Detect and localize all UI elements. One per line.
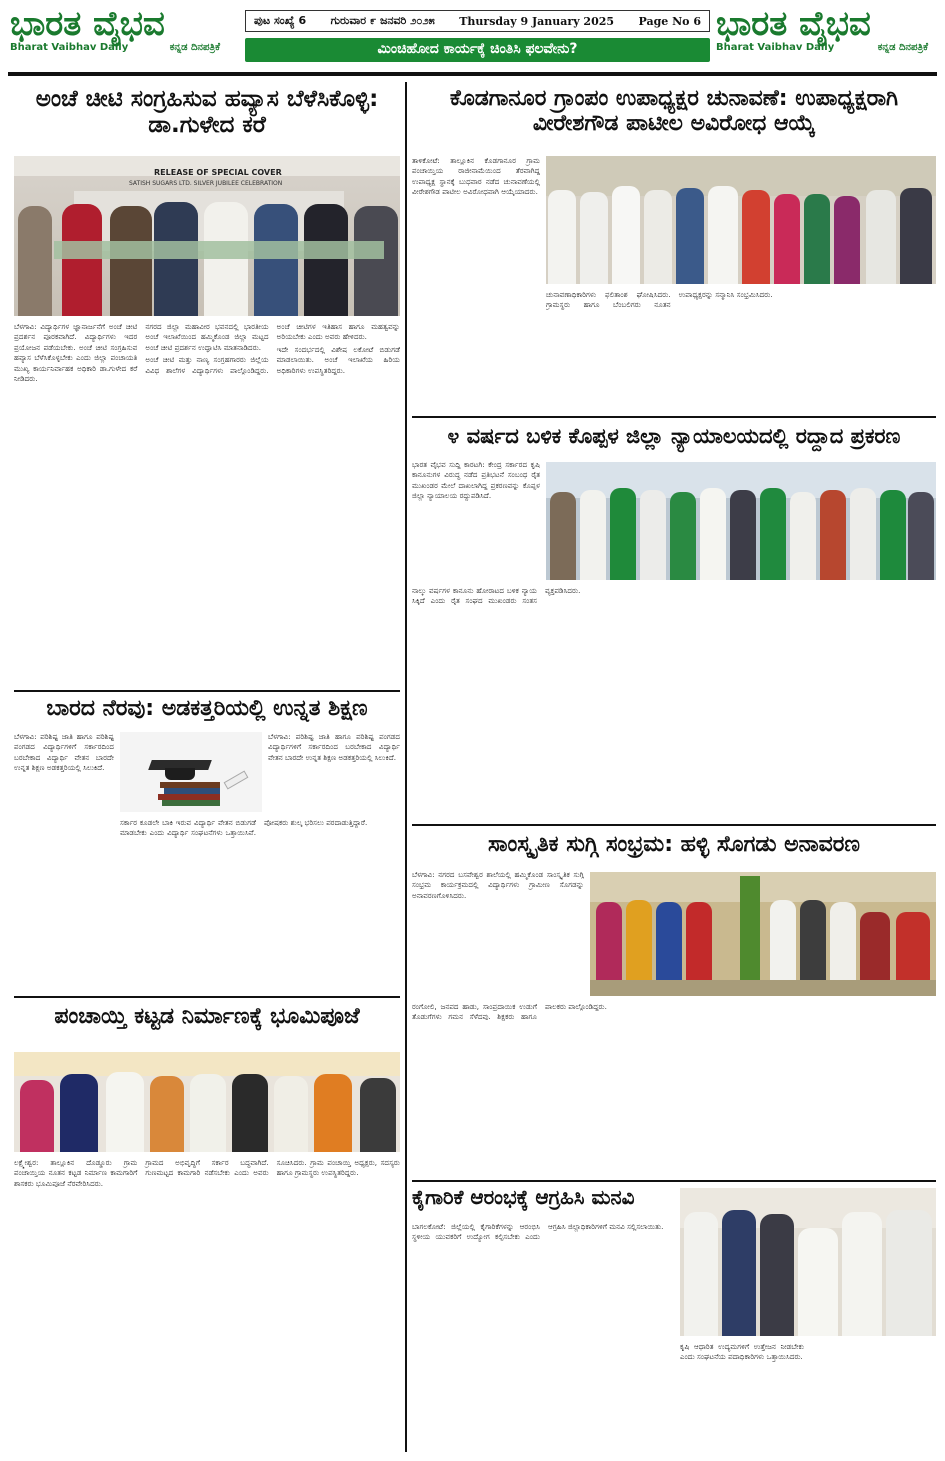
article6-para1: ಬೆಳಗಾವಿ: ನಗರದ ಬಸವೇಶ್ವರ ಶಾಲೆಯಲ್ಲಿ ಹಮ್ಮಿಕೊಂಡ ಸಾಂಸ್ಕೃತಿಕ ಸುಗ್ಗಿ ಸಂಭ್ರಮ ಕಾರ್ಯಕ್ರಮದಲ್ಲಿ ವಿದ್ಯಾರ್ಥಿಗಳು ಗ್ರಾಮೀಣ ಸೊಗಡನ್ನು ಅನಾವರಣಗೊಳಿಸಿದರು.: [412, 870, 584, 900]
column-divider: [405, 82, 407, 1452]
divider-l2: [14, 996, 400, 998]
article1-headline: ಅಂಚೆ ಚೀಟಿ ಸಂಗ್ರಹಿಸುವ ಹವ್ಯಾಸ ಬೆಳೆಸಿಕೊಳ್ಳಿ: ಡಾ.ಗುಳೇದ ಕರೆ: [35, 86, 379, 139]
masthead-subtitle-en-right: Bharat Vaibhav Daily: [716, 42, 835, 53]
article7-body-a: [412, 1222, 676, 1452]
article4-body-b: [546, 290, 936, 412]
page-number-kn: ಪುಟ ಸಂಖ್ಯೆ 6: [254, 14, 307, 27]
divider-r1: [412, 416, 936, 418]
article6-para2: ರಂಗೋಲಿ, ಜನಪದ ಹಾಡು, ಸಾಂಪ್ರದಾಯಿಕ ಉಡುಗೆ ತೊಡುಗೆಗಳು ಗಮನ ಸೆಳೆದವು. ಶಿಕ್ಷಕರು ಹಾಗೂ ಪಾಲಕರು ಪಾಲ್ಗೊಂಡಿದ್ದರು.: [412, 1002, 607, 1022]
article7-para2: ಕೃಷಿ ಆಧಾರಿತ ಉದ್ಯಮಗಳಿಗೆ ಉತ್ತೇಜನ ನೀಡಬೇಕು ಎಂದು ಸಂಘಟನೆಯ ಪದಾಧಿಕಾರಿಗಳು ಒತ್ತಾಯಿಸಿದರು.: [680, 1342, 804, 1362]
masthead-title-right: ಭಾರತ ವೈಭವ: [716, 4, 871, 44]
article2-body-b: [120, 818, 400, 990]
article1-photo: [14, 156, 400, 316]
article4-para2: ಚುನಾವಣಾಧಿಕಾರಿಗಳು ಫಲಿತಾಂಶ ಘೋಷಿಸಿದರು. ಗ್ರಾಮಸ್ಥರು ಹಾಗೂ ಬೆಂಬಲಿಗರು ನೂತನ ಉಪಾಧ್ಯಕ್ಷರನ್ನು ಸನ್ಮಾನಿಸಿ ಸಂಭ್ರಮಿಸಿದರು.: [546, 290, 773, 310]
header-info-bar: [245, 10, 710, 32]
article6-body-b: [412, 1002, 936, 1178]
article1-para1: ಬೆಳಗಾವಿ: ವಿದ್ಯಾರ್ಥಿಗಳ ಜ್ಞಾನಾರ್ಜನೆಗೆ ಅಂಚೆ ಚೀಟಿ ಪ್ರದರ್ಶನ ಪೂರಕವಾಗಿದೆ. ವಿದ್ಯಾರ್ಥಿಗಳು ಇದರ ಪ್ರಯೋಜನ ಪಡೆಯಬೇಕು. ಅಂಚೆ ಚೀಟಿ ಸಂಗ್ರಹಿಸುವ ಹವ್ಯಾಸ ಬೆಳೆಸಿಕೊಳ್ಳಬೇಕು ಎಂದು ಜಿಲ್ಲಾ ಪಂಚಾಯತಿ ಮುಖ್ಯ ಕಾರ್ಯನಿರ್ವಾಹಕ ಅಧಿಕಾರಿ ಡಾ.ಗುಳೇದ ಕರೆ ನೀಡಿದರು.: [14, 322, 138, 384]
article1-body: [14, 322, 400, 686]
article5-para1: ಭಾರತ ವೈಭವ ಸುದ್ದಿ ಕಾರಟಗಿ: ಕೇಂದ್ರ ಸರ್ಕಾರದ ಕೃಷಿ ಕಾನೂನುಗಳ ವಿರುದ್ಧ ನಡೆದ ಪ್ರತಿಭಟನೆ ಸಂಬಂಧ ರೈತ ಮುಖಂಡರ ಮೇಲೆ ದಾಖಲಾಗಿದ್ದ ಪ್ರಕರಣವನ್ನು ಕೊಪ್ಪಳ ಜಿಲ್ಲಾ ನ್ಯಾಯಾಲಯ ರದ್ದುಪಡಿಸಿದೆ.: [412, 460, 540, 501]
article2-para2-cont: ಬೆಳಗಾವಿ: ಪರಿಶಿಷ್ಟ ಜಾತಿ ಹಾಗೂ ಪರಿಶಿಷ್ಟ ಪಂಗಡದ ವಿದ್ಯಾರ್ಥಿಗಳಿಗೆ ಸರ್ಕಾರದಿಂದ ಬರಬೇಕಾದ ವಿದ್ಯಾರ್ಥಿ ವೇತನ ಬಾರದೇ ಉನ್ನತ ಶಿಕ್ಷಣ ಅಡಕತ್ತರಿಯಲ್ಲಿ ಸಿಲುಕಿದೆ.: [268, 732, 400, 762]
masthead-subtitle-en: Bharat Vaibhav Daily: [10, 42, 129, 53]
article3-para2: ಗ್ರಾಮದ ಅಭಿವೃದ್ಧಿಗೆ ಸರ್ಕಾರ ಬದ್ಧವಾಗಿದೆ. ಗುಣಮಟ್ಟದ ಕಾಮಗಾರಿ ನಡೆಸಬೇಕು ಎಂದು ಅವರು ಸೂಚಿಸಿದರು. ಗ್ರಾಮ ಪಂಚಾಯ್ತಿ ಅಧ್ಯಕ್ಷರು, ಸದಸ್ಯರು ಹಾಗೂ ಗ್ರಾಮಸ್ಥರು ಉಪಸ್ಥಿತರಿದ್ದರು.: [145, 1158, 400, 1178]
article5-headline: ೪ ವರ್ಷದ ಬಳಿಕ ಕೊಪ್ಪಳ ಜಿಲ್ಲಾ ನ್ಯಾಯಾಲಯದಲ್ಲಿ ರದ್ದಾದ ಪ್ರಕರಣ: [447, 424, 901, 448]
article5-body-a: [412, 460, 540, 580]
article7-photo: [680, 1188, 936, 1336]
masthead-divider: [8, 72, 937, 76]
article5-body-b: [412, 586, 936, 818]
article2-body-c: [268, 732, 400, 812]
date-kn: ಗುರುವಾರ ೯ ಜನವರಿ ೨೦೨೫: [330, 14, 435, 27]
article3-body: [14, 1158, 400, 1452]
article4-para1: ತಾಳಿಕೋಟೆ: ತಾಲ್ಲೂಕಿನ ಕೊಡಗಾನೂರ ಗ್ರಾಮ ಪಂಚಾಯ್ತಿಯ ರಾಜೀನಾಮೆಯಿಂದ ತೆರವಾಗಿದ್ದ ಉಪಾಧ್ಯಕ್ಷ ಸ್ಥಾನಕ್ಕೆ ಬುಧವಾರ ನಡೆದ ಚುನಾವಣೆಯಲ್ಲಿ ವೀರೇಶಗೌಡ ಪಾಟೀಲ ಅವಿರೋಧವಾಗಿ ಆಯ್ಕೆಯಾದರು.: [412, 156, 540, 197]
article2-headline: ಬಾರದ ನೆರವು: ಅಡಕತ್ತರಿಯಲ್ಲಿ ಉನ್ನತ ಶಿಕ್ಷಣ: [46, 696, 368, 721]
article1-para4: ಇದೇ ಸಂದರ್ಭದಲ್ಲಿ ವಿಶೇಷ ಲಕೋಟೆ ಬಿಡುಗಡೆ ಮಾಡಲಾಯಿತು. ಅಂಚೆ ಇಲಾಖೆಯ ಹಿರಿಯ ಅಧಿಕಾರಿಗಳು ಉಪಸ್ಥಿತರಿದ್ದರು.: [276, 344, 400, 375]
article3-photo: [14, 1052, 400, 1152]
article5-photo: [546, 462, 936, 580]
photo-banner-text: RELEASE OF SPECIAL COVER: [154, 168, 282, 177]
masthead-subtitle-kn: ಕನ್ನಡ ದಿನಪತ್ರಿಕೆ: [169, 42, 220, 53]
divider-r2: [412, 824, 936, 826]
date-en: Thursday 9 January 2025: [459, 14, 615, 28]
divider-r3: [412, 1180, 936, 1182]
article3-headline: ಪಂಚಾಯ್ತಿ ಕಟ್ಟಡ ನಿರ್ಮಾಣಕ್ಕೆ ಭೂಮಿಪೂಜೆ: [54, 1004, 360, 1029]
page-number-en: Page No 6: [638, 14, 701, 28]
article1-para2: ನಗರದ ಜಿಲ್ಲಾ ಮಹಾವೀರ ಭವನದಲ್ಲಿ ಭಾರತೀಯ ಅಂಚೆ ಇಲಾಖೆಯಿಂದ ಹಮ್ಮಿಕೊಂಡ ಜಿಲ್ಲಾ ಮಟ್ಟದ ಅಂಚೆ ಚೀಟಿ ಪ್ರದರ್ಶನ ಉದ್ಘಾಟಿಸಿ ಮಾತನಾಡಿದರು.: [145, 322, 269, 352]
masthead-left: [10, 6, 230, 66]
article4-body-a: [412, 156, 540, 412]
article6-photo: [590, 872, 936, 996]
article2-para2: ಸರ್ಕಾರ ಕೂಡಲೇ ಬಾಕಿ ಇರುವ ವಿದ್ಯಾರ್ಥಿ ವೇತನ ಬಿಡುಗಡೆ ಮಾಡಬೇಕು ಎಂದು ವಿದ್ಯಾರ್ಥಿ ಸಂಘಟನೆಗಳು ಒತ್ತಾಯಿಸಿವೆ. ಪೋಷಕರು ಶುಲ್ಕ ಭರಿಸಲು ಪರದಾಡುತ್ತಿದ್ದಾರೆ.: [120, 818, 368, 838]
article2-graduation-image: [120, 732, 262, 812]
masthead-subtitle-kn-right: ಕನ್ನಡ ದಿನಪತ್ರಿಕೆ: [877, 42, 928, 53]
masthead-title: ಭಾರತ ವೈಭವ: [10, 4, 165, 44]
article4-headline: ಕೊಡಗಾನೂರ ಗ್ರಾಂಪಂ ಉಪಾಧ್ಯಕ್ಷರ ಚುನಾವಣೆ: ಉಪಾಧ್ಯಕ್ಷರಾಗಿ ವೀರೇಶಗೌಡ ಪಾಟೀಲ ಅವಿರೋಧ ಆಯ್ಕೆ: [449, 86, 899, 137]
article6-body-a: [412, 870, 584, 996]
article4-photo: [546, 156, 936, 284]
article5-para2: ನಾಲ್ಕು ವರ್ಷಗಳ ಕಾನೂನು ಹೋರಾಟದ ಬಳಿಕ ನ್ಯಾಯ ಸಿಕ್ಕಿದೆ ಎಂದು ರೈತ ಸಂಘದ ಮುಖಂಡರು ಸಂತಸ ವ್ಯಕ್ತಪಡಿಸಿದರು.: [412, 586, 581, 606]
article2-body-a: [14, 732, 114, 990]
article7-body-b: [680, 1342, 936, 1452]
article3-para1: ಲಕ್ಷ್ಮೇಶ್ವರ: ತಾಲ್ಲೂಕಿನ ದೊಡ್ಡೂರು ಗ್ರಾಮ ಪಂಚಾಯ್ತಿಯ ನೂತನ ಕಟ್ಟಡ ನಿರ್ಮಾಣ ಕಾಮಗಾರಿಗೆ ಶಾಸಕರು ಭೂಮಿಪೂಜೆ ನೆರವೇರಿಸಿದರು.: [14, 1158, 138, 1188]
article6-headline: ಸಾಂಸ್ಕೃತಿಕ ಸುಗ್ಗಿ ಸಂಭ್ರಮ: ಹಳ್ಳಿ ಸೊಗಡು ಅನಾವರಣ: [488, 832, 860, 857]
article7-para1: ಬಾಗಲಕೋಟೆ: ಜಿಲ್ಲೆಯಲ್ಲಿ ಕೈಗಾರಿಕೆಗಳನ್ನು ಆರಂಭಿಸಿ ಸ್ಥಳೀಯ ಯುವಕರಿಗೆ ಉದ್ಯೋಗ ಕಲ್ಪಿಸಬೇಕು ಎಂದು ಆಗ್ರಹಿಸಿ ಜಿಲ್ಲಾಧಿಕಾರಿಗಳಿಗೆ ಮನವಿ ಸಲ್ಲಿಸಲಾಯಿತು.: [412, 1222, 664, 1242]
divider-l1: [14, 690, 400, 692]
article1-para3: ಅಂಚೆ ಚೀಟಿ ಮತ್ತು ನಾಣ್ಯ ಸಂಗ್ರಹಗಾರರು ಜಿಲ್ಲೆಯ ವಿವಿಧ ಶಾಲೆಗಳ ವಿದ್ಯಾರ್ಥಿಗಳು ಪಾಲ್ಗೊಂಡಿದ್ದರು. ಅಂಚೆ ಚೀಟಿಗಳ ಇತಿಹಾಸ ಹಾಗೂ ಮಹತ್ವವನ್ನು ಅರಿಯಬೇಕು ಎಂದು ಅವರು ಹೇಳಿದರು.: [145, 322, 400, 375]
header-banner: ಮಿಂಚಿಹೋದ ಕಾರ್ಯಕ್ಕೆ ಚಿಂತಿಸಿ ಫಲವೇನು?: [245, 38, 710, 62]
masthead-right: [716, 6, 938, 66]
article2-para1: ಬೆಳಗಾವಿ: ಪರಿಶಿಷ್ಟ ಜಾತಿ ಹಾಗೂ ಪರಿಶಿಷ್ಟ ಪಂಗಡದ ವಿದ್ಯಾರ್ಥಿಗಳಿಗೆ ಸರ್ಕಾರದಿಂದ ಬರಬೇಕಾದ ವಿದ್ಯಾರ್ಥಿ ವೇತನ ಬಾರದೇ ಉನ್ನತ ಶಿಕ್ಷಣ ಅಡಕತ್ತರಿಯಲ್ಲಿ ಸಿಲುಕಿದೆ.: [14, 732, 114, 773]
photo-banner-text2: SATISH SUGARS LTD. SILVER JUBILEE CELEBRATION: [129, 180, 283, 187]
article7-headline: ಕೈಗಾರಿಕೆ ಆರಂಭಕ್ಕೆ ಆಗ್ರಹಿಸಿ ಮನವಿ: [412, 1185, 635, 1209]
